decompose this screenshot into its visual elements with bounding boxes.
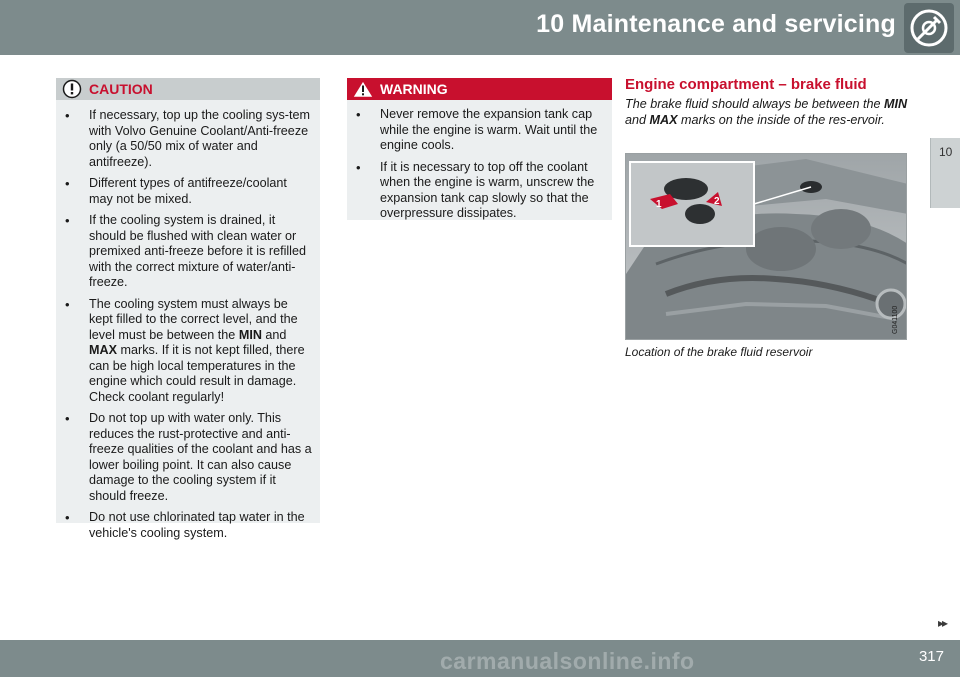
warning-list [347,100,612,222]
watermark: carmanualsonline.info [440,648,695,674]
caution-header [56,78,320,100]
warning-header [347,78,612,100]
callout-2: 2 [714,196,720,207]
engine-bay-illustration [625,153,907,340]
list-item: • If necessary, top up the cooling sys-tem with Volvo Genuine Coolant/Anti-freeze only (a 50/50 mix of water and antifreeze). [56,108,312,170]
caution-box [56,78,320,540]
warning-title: WARNING [380,81,448,97]
figure-code: G041100 [892,305,899,334]
caution-title: CAUTION [89,81,153,97]
list-item: • The cooling system must always be kept filled to the correct level, and the level must be between the MIN and MAX marks. If it is not kept filled, there can be high local temperatures in the engine which could result in damage. Check coolant regularly! [56,297,312,406]
chapter-tab[interactable] [930,138,960,208]
wrench-gear-icon [904,3,954,53]
caution-list [56,100,320,541]
callout-1: 1 [656,199,662,210]
list-item: • If it is necessary to top off the coolant when the engine is warm, unscrew the expansion tank cap slowly so that the overpressure dissipates. [347,160,604,222]
section-intro: The brake fluid should always be between the MIN and MAX marks on the inside of the res-ervoir. [625,97,908,127]
warning-box [347,78,612,220]
chapter-title: 10 Maintenance and servicing [536,10,896,38]
figure-caption: Location of the brake fluid reservoir [625,345,813,359]
chapter-tab-label: 10 [939,145,953,159]
section-heading: Engine compartment – brake fluid [625,76,867,93]
list-item: • Different types of antifreeze/coolant may not be mixed. [56,176,312,207]
page-header [0,0,960,55]
warning-triangle-icon [351,79,375,99]
list-item: • If the cooling system is drained, it should be flushed with clean water or premixed anti-freeze before it is refilled with the correct mixture of water/anti-freeze. [56,213,312,291]
page-number: 317 [918,648,944,665]
list-item: • Do not top up with water only. This reduces the rust-protective and anti-freeze qualities of the coolant and has a lower boiling point. It can also cause damage to the cooling system if it should freeze. [56,411,312,504]
list-item: • Never remove the expansion tank cap while the engine is warm. Wait until the engine cools. [347,107,604,154]
next-page-marker: ▸▸ [937,616,946,630]
list-item: • Do not use chlorinated tap water in the vehicle's cooling system. [56,510,312,541]
exclamation-circle-icon [62,79,82,99]
